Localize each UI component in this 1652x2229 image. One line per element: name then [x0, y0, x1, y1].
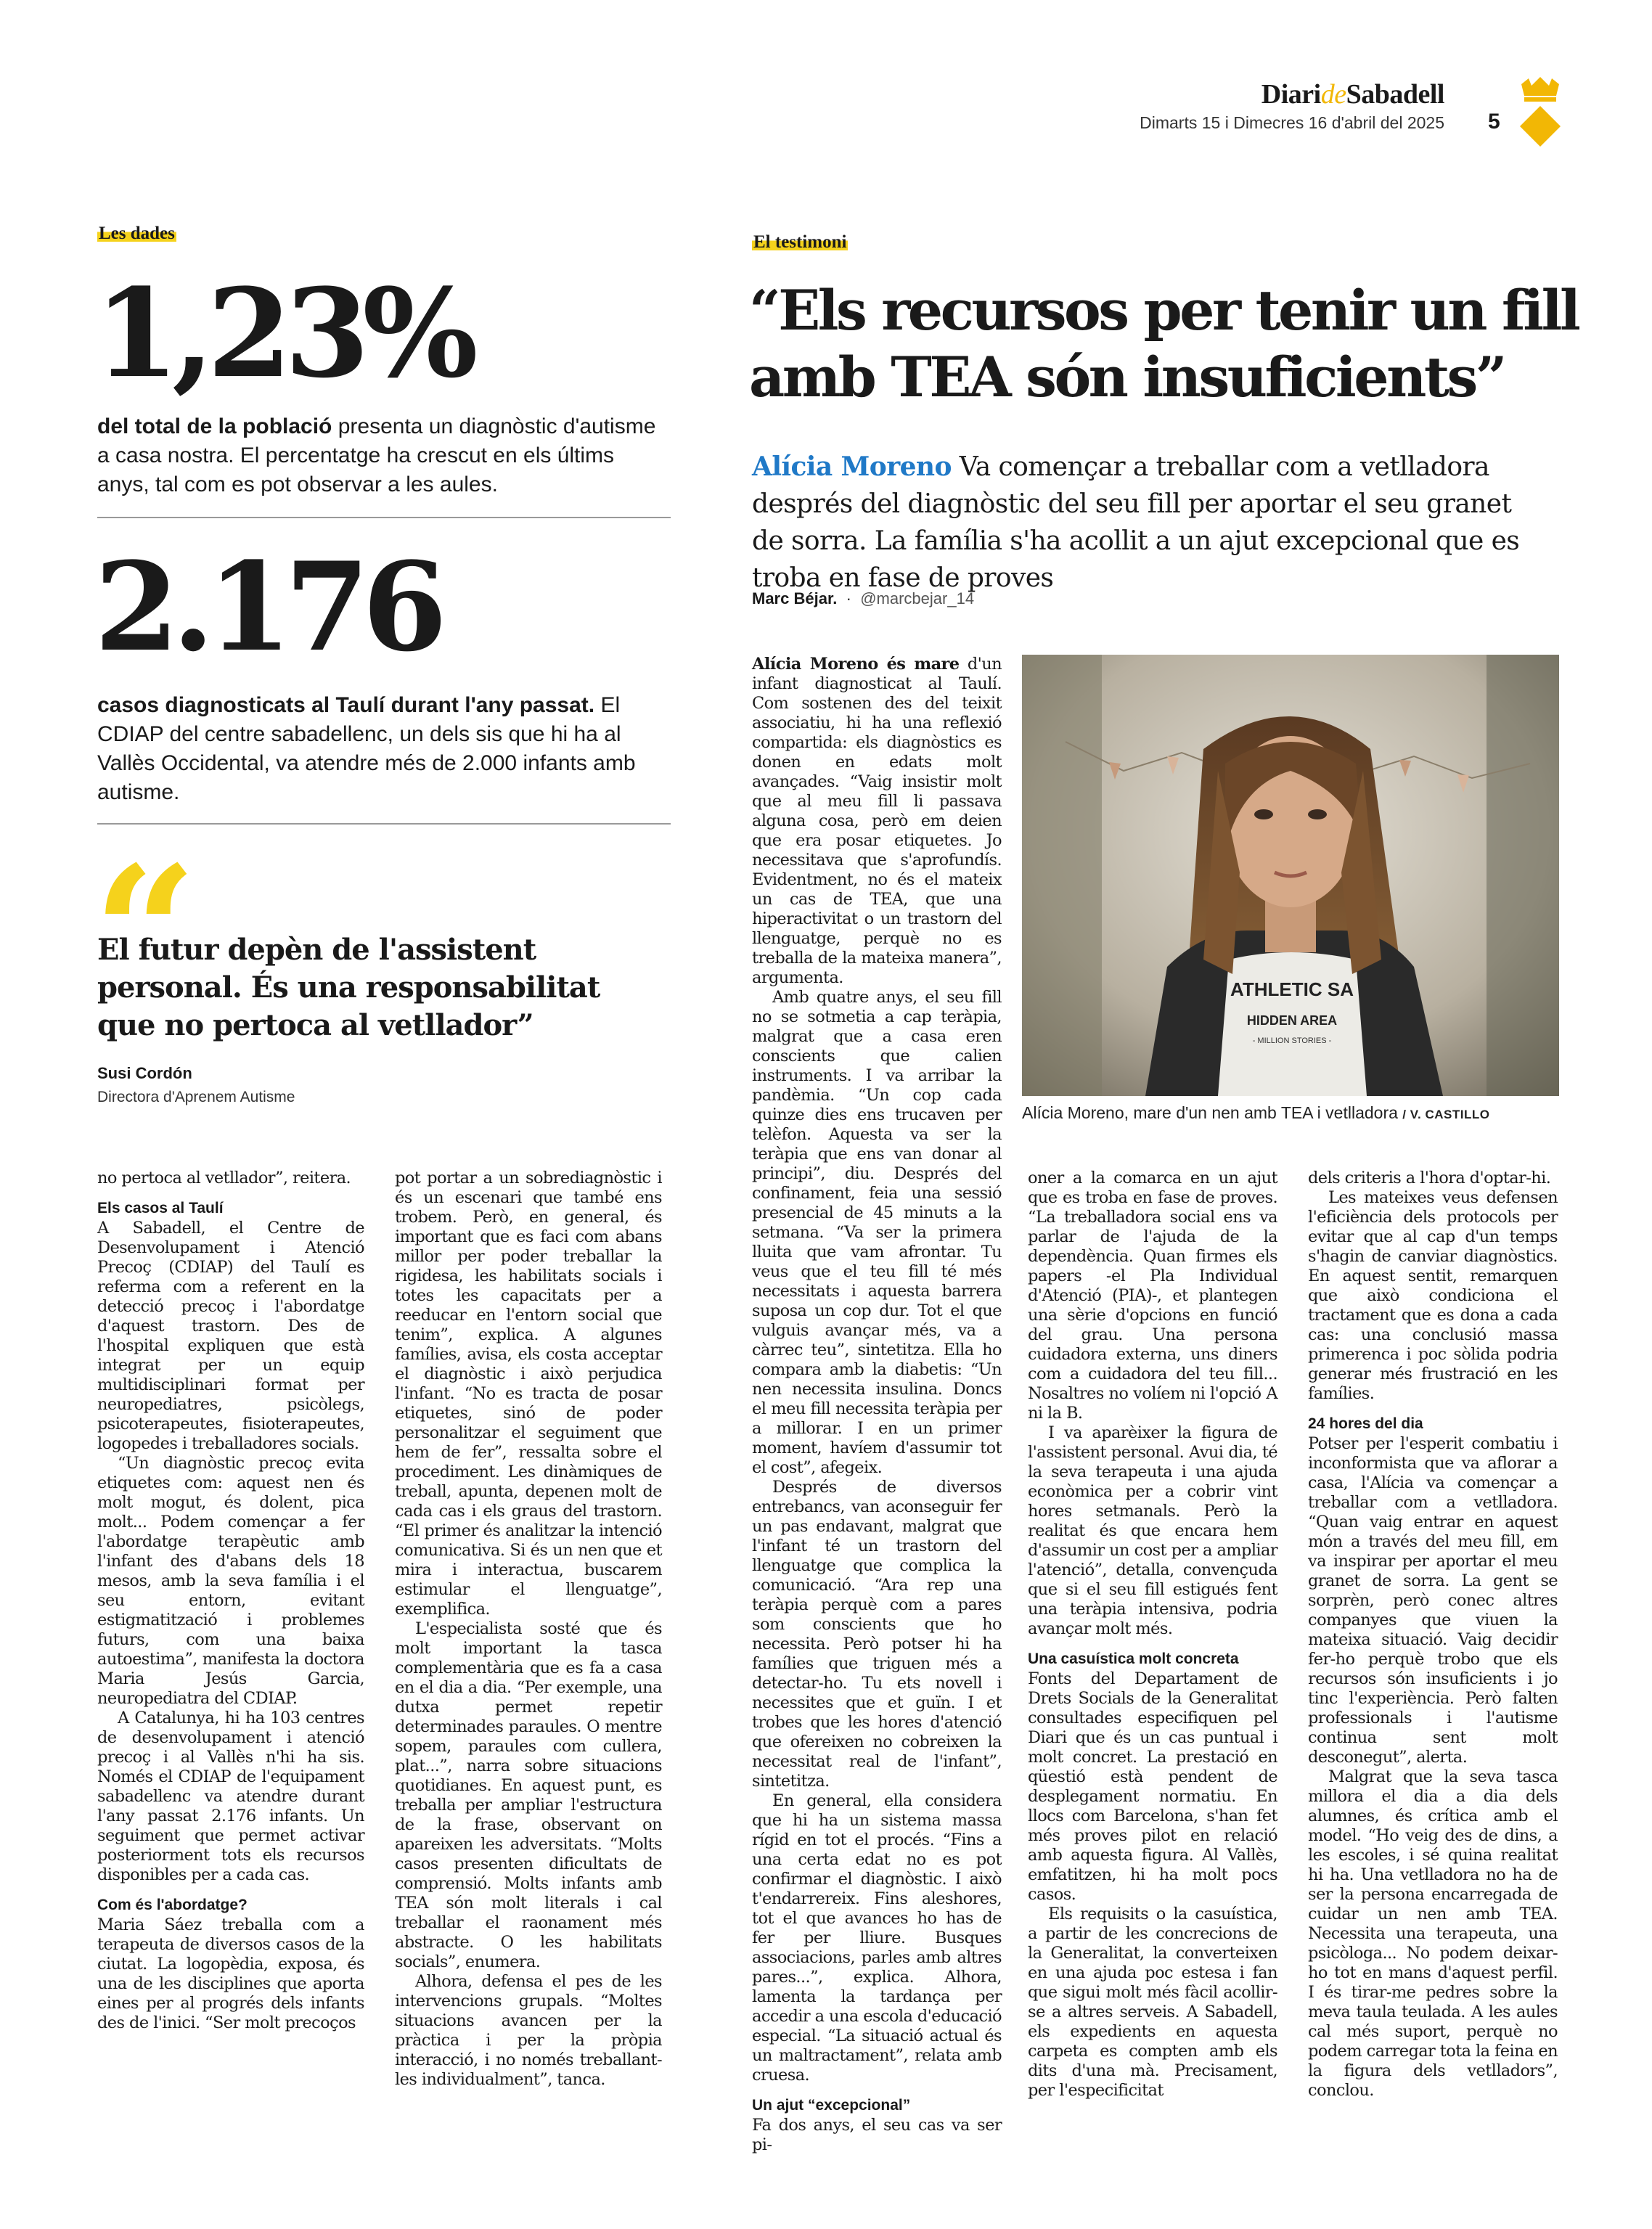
quote-mark-icon: “ — [93, 826, 197, 1039]
article-column-1: no pertoca al vetllador”, reitera. Els casos al Taulí A Sabadell, el Centre de Desenvolupament i Atenció Precoç (CDIAP) del Taulí es referma com a referent en la detecció precoç i l'abordatge d'aquest trastorn. Des de l'hospital expliquen que està integrat per un equip multidisciplinari format per neuropediatres, psicòlegs, psicoterapeutes, fisioterapeutes, logopedes i treballadores socials. “Un diagnòstic precoç evita etiquetes com: aquest nen és molt mogut, és dolent, pica molt... Podem començar a fer l'abordatge terapèutic amb l'infant des d'abans dels 18 mesos, amb la seva família i el seu entorn, evitant estigmatització i problemes futurs, com una baixa autoestima”, manifesta la doctora Maria Jesús Garcia, neuropediatra del CDIAP. A Catalunya, hi ha 103 centres de desenvolupament i atenció precoç i al Vallès n'hi ha sis. Només el CDIAP de l'equipament sabadellenc va atendre durant l'any passat 2.176 infants. Un seguiment que permet activar posteriorment tots els recursos disponibles per a cada cas. Com és l'abordatge? Maria Sáez treballa com a terapeuta de diversos casos de la ciutat. La logopèdia, exposa, és una de les disciplines que aporta eines per al progrés dels infants des de l'inici. “Ser molt precoços — [97, 1169, 364, 2032]
stat-number-cases: 2.176 — [94, 535, 441, 679]
masthead — [1262, 78, 1444, 110]
byline: Marc Béjar. · @marcbejar_14 — [752, 589, 975, 608]
shirt-text-3: - MILLION STORIES - — [1252, 1036, 1332, 1045]
stat-number-percent: 1,23% — [94, 261, 471, 405]
lead-in: Alícia Moreno és mare — [752, 655, 960, 674]
stat-caption-percent: del total de la població presenta un diagnòstic d'autisme a casa nostra. El percentatge ha crescut en els últims anys, tal com es pot observar a les aules. — [97, 414, 656, 496]
shirt-text-2: HIDDEN AREA — [1246, 1013, 1338, 1028]
masthead-de: de — [1320, 79, 1346, 110]
subheading: Com és l'abordatge? — [97, 1897, 248, 1913]
photo-caption: Alícia Moreno, mare d'un nen amb TEA i vetlladora / V. CASTILLO — [1022, 1103, 1490, 1122]
section-tag-el-testimoni: El testimoni — [753, 232, 847, 252]
crest-icon — [1516, 75, 1565, 148]
article-column-3: Alícia Moreno és mare d'un infant diagnosticat al Taulí. Com sostenen des del teixit associatiu, hi ha una reflexió compartida: els diagnòstics es donen en edats molt avançades. “Vaig insistir molt que al meu fill li passava alguna cosa, però em deien que era posar etiquetes. Jo necessitava que s'aprofundís. Evidentment, no és el mateix un cas de TEA, que una hiperactivitat o un trastorn del llenguatge, perquè no es treballa de la mateixa manera”, argumenta. Amb quatre anys, el seu fill no se sotmetia a cap teràpia, malgrat que a casa eren conscients que calien instruments. I va arribar la pandèmia. “Un cop cada quinze dies ens trucaven per telèfon. Aquesta va ser la teràpia que ens van donar al principi”, diu. Després del confinament, feia una sessió presencial de 45 minuts a la setmana. “Va ser la primera lluita que vam afrontar. Tu veus que el teu fill té més necessitats i aquesta barrera suposa un cop dur. Tot el que vulguis avançar més, va a càrrec teu”, sintetitza. Ella ho compara amb la diabetis: “Un nen necessita insulina. Doncs el meu fill necessita teràpia per a millorar. I en un primer moment, havíem d'assumir tot el cost”, afegeix. Després de diversos entrebancs, van aconseguir fer un pas endavant, malgrat que l'infant té un trastorn del llenguatge que complica la comunicació. “Ara rep una teràpia perquè com a pares som conscients que ho necessita. Però potser hi ha famílies que triguen més a detectar-ho. Tu ets novell i necessites que et guïn. I et trobes que les hores d'atenció que ofereixen no cobreixen la necessitat real de l'infant”, sintetitza. En general, ella considera que hi ha un sistema massa rígid en tot el procés. “Fins a una certa edat no es pot confirmar el diagnòstic. I això t'endarrereix. Fins aleshores, tot el que avances ho has de fer per lliure. Busques associacions, parles amb altres pares...”, explica. Alhora, lamenta la tardança per accedir a una escola d'educació especial. “La situació actual és un maltractament”, relata amb cruesa. Un ajut “excepcional” Fa dos anys, el seu cas va ser pi- — [752, 655, 1002, 2154]
article-column-5: dels criteris a l'hora d'optar-hi. Les mateixes veus defensen l'eficiència dels protocols per evitar que al cap d'un temps s'hagin de canviar diagnòstics. En aquest sentit, remarquen que això condiciona el tractament que es dona a cada cas: una conclusió massa primerenca i poc sòlida podria generar més frustració en les famílies. 24 hores del dia Potser per l'esperit combatiu i inconformista que va aflorar a casa, l'Alícia va començar a treballar com a vetlladora. “Quan vaig entrar en aquest món a través del meu fill, em va inspirar per aportar el meu granet de sorra. La gent se sorprèn, però conec altres companyes que viuen la mateixa situació. Vaig decidir fer-ho perquè trobo que els recursos són insuficients i jo tinc l'experiència. Però falten professionals i l'autisme continua sent molt desconegut”, alerta. Malgrat que la seva tasca millora el dia a dia dels alumnes, és crítica amb el model. “Ho veig des de dins, a les escoles, i sé quina realitat hi ha. Una vetlladora no ha de ser la persona encarregada de cuidar un nen amb TEA. Necessita una terapeuta, una psicòloga... No podem deixar-ho tot en mans d'aquest perfil. I és tirar-me pedres sobre la meva taula teulada. A les aules cal més suport, perquè no podem carregar tota la feina en la figura dels vetlladors”, conclou. — [1308, 1169, 1558, 2100]
divider — [97, 823, 671, 825]
section-tag-les-dades: Les dades — [99, 224, 175, 243]
shirt-text-1: ATHLETIC SA — [1230, 978, 1354, 1000]
subheadline: Alícia Moreno Va començar a treballar com a vetlladora després del diagnòstic del seu fill per aportar el seu granet de sorra. La família s'ha acollit a un ajut excepcional que es troba en fase de proves — [752, 451, 1520, 593]
masthead-end: Sabadell — [1346, 79, 1444, 110]
subheading: Els casos al Taulí — [97, 1200, 224, 1216]
issue-date: Dimarts 15 i Dimecres 16 d'abril del 2025 — [1140, 113, 1444, 132]
masthead-main: Diari — [1261, 79, 1321, 110]
portrait-photo — [1022, 655, 1559, 1096]
author-handle: @marcbejar_14 — [860, 589, 975, 608]
page-number: 5 — [1488, 110, 1500, 134]
quote-author: Susi Cordón — [97, 1064, 192, 1082]
subheading: Un ajut “excepcional” — [752, 2097, 911, 2114]
headline: “Els recursos per tenir un fill amb TEA són insuficients” — [749, 278, 1579, 409]
divider — [97, 517, 671, 518]
article-column-2: pot portar a un sobrediagnòstic i és un escenari que també ens trobem. Però, en general, és important que es faci com abans millor per poder treballar la rigidesa, les habilitats socials i totes les capacitats per a reeducar en l'entorn social que tenim”, explica. A algunes famílies, avisa, els costa acceptar el diagnòstic i això perjudica l'infant. “No es tracta de posar etiquetes, sinó de poder personalitzar el seguiment que hem de fer”, ressalta sobre el procediment. Les dinàmiques de treball, apunta, depenen molt de cada cas i els graus del trastorn. “El primer és analitzar la intenció comunicativa. Si és un nen que et mira i interactua, buscarem estimular el llenguatge”, exemplifica. L'especialista sosté que és molt important la tasca complementària que es fa a casa en el dia a dia. “Per exemple, una dutxa permet repetir determinades paraules. O mentre sopem, paraules com cullera, plat...”, narra sobre situacions quotidianes. En aquest punt, es treballa per ampliar l'estructura de la frase, observant on apareixen les adversitats. “Molts casos presenten dificultats de comprensió. Molts infants amb TEA són molt literals i cal treballar el raonament més abstracte. O les habilitats socials”, enumera. Alhora, defensa el pes de les intervencions grupals. “Moltes situacions avancen per la pràctica i per la pròpia interacció, i no només treballant-les individualment”, tanca. — [395, 1169, 662, 2089]
author-name: Marc Béjar. — [752, 589, 838, 608]
quote-author-role: Directora d'Aprenem Autisme — [97, 1089, 295, 1105]
photo-credit: / V. CASTILLO — [1402, 1108, 1490, 1121]
stat-caption-cases: casos diagnosticats al Taulí durant l'any passat. El CDIAP del centre sabadellenc, un dels sis que hi ha al Vallès Occidental, va atendre més de 2.000 infants amb autisme. — [97, 693, 636, 804]
subheading: Una casuística molt concreta — [1028, 1651, 1239, 1667]
pull-quote: El futur depèn de l'assistent personal. És una responsabilitat que no pertoca al vetllador” — [97, 933, 600, 1042]
subheading: 24 hores del dia — [1308, 1415, 1423, 1432]
article-column-4: oner a la comarca en un ajut que es troba en fase de proves. “La treballadora social ens va parlar de l'ajuda de la dependència. Quan firmes els papers -el Pla Individual d'Atenció (PIA)-, et plantegen una sèrie d'opcions en funció del grau. Una persona cuidadora externa, uns diners com a cuidadora del teu fill... Nosaltres no volíem ni l'opció A ni la B. I va aparèixer la figura de l'assistent personal. Avui dia, té la seva terapeuta i una ajuda econòmica per a cobrir vint hores setmanals. Però la realitat és que encara hem d'assumir un cost per a ampliar l'atenció”, detalla, convençuda que si el seu fill estigués fent una teràpia intensiva, podria avançar molt més. Una casuística molt concreta Fonts del Departament de Drets Socials de la Generalitat consultades especifiquen pel Diari que és un cas puntual i molt concret. La prestació en qüestió està pendent de desplegament normatiu. En llocs com Barcelona, s'han fet més proves pilot en relació amb aquesta figura. Al Vallès, emfatitzen, hi ha molt pocs casos. Els requisits o la casuística, a partir de les concrecions de la Generalitat, la converteixen en una ajuda poc estesa i fan que sigui molt més fàcil acollir-se a altres serveis. A Sabadell, els expedients en aquesta carpeta es compten amb els dits d'una mà. Precisament, per l'especificitat — [1028, 1169, 1277, 2100]
